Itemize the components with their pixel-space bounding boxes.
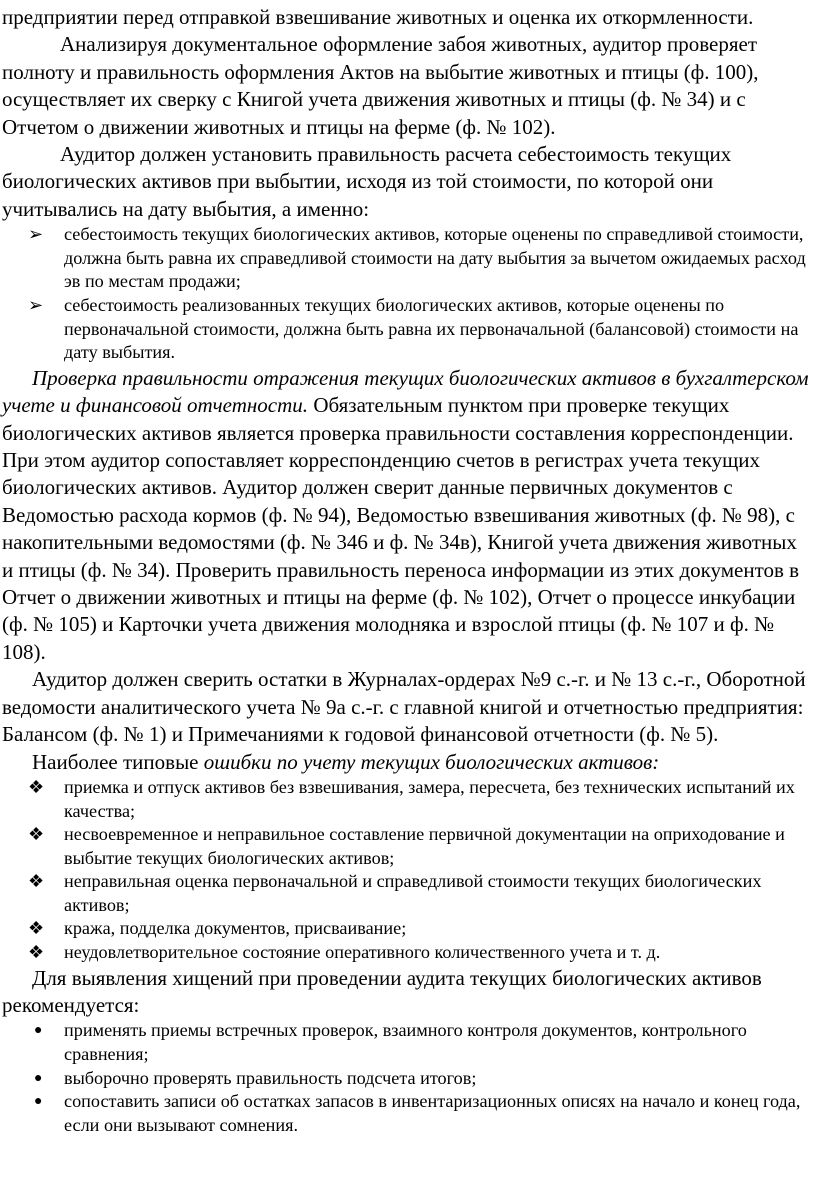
list-item	[2, 1019, 810, 1066]
diamond-bullet-icon: ❖	[28, 776, 45, 797]
diamond-bullet-icon: ❖	[28, 824, 45, 845]
list-item	[2, 294, 810, 365]
list-item-text: себестоимость текущих биологических активов, которые оценены по справедливой стоимости, должна быть равна их справедливой стоимости на дату выбытия за вычетом ожидаемых расход эв по местам продажи;	[64, 224, 806, 292]
dot-bullet-icon: ●	[34, 1070, 43, 1086]
diamond-list	[2, 776, 810, 965]
list-item-text: выборочно проверять правильность подсчета итогов;	[64, 1067, 477, 1088]
dot-bullet-icon: ●	[34, 1023, 43, 1039]
arrow-bullet-icon: ➢	[28, 224, 44, 245]
list-item	[2, 1090, 810, 1137]
paragraph-text: Обязательным пунктом при проверке текущих биологических активов является проверка правильности составления корреспонденции. При этом аудитор сопоставляет корреспонденцию счетов в регистрах учета текущих биологических активов. Аудитор должен сверит данные первичных документов с Ведомостью расхода кормов (ф. № 94), Ведомостью взвешивания животных (ф. № 98), с накопительными ведомостями (ф. № 346 и ф. № 34в), Книгой учета движения животных и птицы (ф. № 34). Проверить правильность переноса информации из этих документов в Отчет о движении животных и птицы на ферме (ф. № 102), Отчет о процессе инкубации (ф. № 105) и Карточки учета движения молодняка и взрослой птицы (ф. № 107 и ф. № 108).	[2, 393, 800, 664]
arrow-list	[2, 223, 810, 365]
diamond-bullet-icon: ❖	[28, 918, 45, 939]
list-item	[2, 870, 810, 917]
list-item	[2, 1067, 810, 1091]
list-item-text: сопоставить записи об остатках запасов в инвентаризационных описях на начало и конец года, если они вызывают сомнения.	[64, 1091, 801, 1135]
paragraph-text: Наиболее типовые	[32, 749, 204, 774]
list-item	[2, 823, 810, 870]
dot-bullet-icon: ●	[34, 1094, 43, 1110]
diamond-bullet-icon: ❖	[28, 871, 45, 892]
list-item	[2, 917, 810, 941]
dot-list	[2, 1019, 810, 1137]
list-item-text: неудовлетворительное состояние оперативного количественного учета и т. д.	[64, 942, 661, 963]
list-item-text: приемка и отпуск активов без взвешивания, замера, пересчета, без технических испытаний их качества;	[64, 776, 795, 821]
list-item	[2, 776, 810, 823]
italic-phrase: ошибки по учету текущих биологических активов:	[203, 749, 660, 774]
section-heading-italic: Проверка правильности отражения текущих биологических активов в бухгалтерском учете и финансовой отчетности.	[2, 365, 809, 418]
diamond-bullet-icon: ❖	[28, 942, 45, 963]
paragraph-continuation: предприятии перед отправкой взвешивание животных и оценка их откормленности.	[2, 5, 754, 29]
list-item-text: кража, подделка документов, присваивание;	[64, 918, 407, 939]
paragraph-correspondence-check	[2, 365, 810, 666]
list-item-text: неправильная оценка первоначальной и справедливой стоимости текущих биологических активов;	[64, 871, 762, 915]
list-item-text: несвоевременное и неправильное составление первичной документации на оприходование и выбытие текущих биологических активов;	[64, 824, 785, 868]
arrow-bullet-icon: ➢	[28, 295, 44, 316]
paragraph-slaughter-audit: Анализируя документальное оформление забоя животных, аудитор проверяет полноту и правильность оформления Актов на выбытие животных и птицы (ф. 100), осуществляет их сверку с Книгой учета движения животных и птицы (ф. № 34) и с Отчетом о движении животных и птицы на ферме (ф. № 102).	[2, 32, 759, 139]
list-item	[2, 223, 810, 294]
paragraph-balances-check: Аудитор должен сверить остатки в Журналах-ордерах №9 с.-г. и № 13 с.-г., Оборотной ведомости аналитического учета № 9а с.-г. с главной книгой и отчетностью предприятия: Балансом (ф. № 1) и Примечаниями к годовой финансовой отчетности (ф. № 5).	[2, 667, 806, 747]
paragraph-cost-calculation: Аудитор должен установить правильность расчета себестоимость текущих биологических активов при выбытии, исходя из той стоимости, по которой они учитывались на дату выбытия, а именно:	[2, 142, 732, 221]
list-item-text: себестоимость реализованных текущих биологических активов, которые оценены по первоначальной стоимости, должна быть равна их первоначальной (балансовой) стоимости на дату выбытия.	[64, 295, 799, 363]
list-item	[2, 941, 810, 965]
paragraph-typical-errors	[2, 749, 810, 776]
list-item-text: применять приемы встречных проверок, взаимного контроля документов, контрольного сравнения;	[64, 1020, 747, 1065]
paragraph-theft-detection: Для выявления хищений при проведении аудита текущих биологических активов рекомендуется:	[2, 965, 762, 1018]
